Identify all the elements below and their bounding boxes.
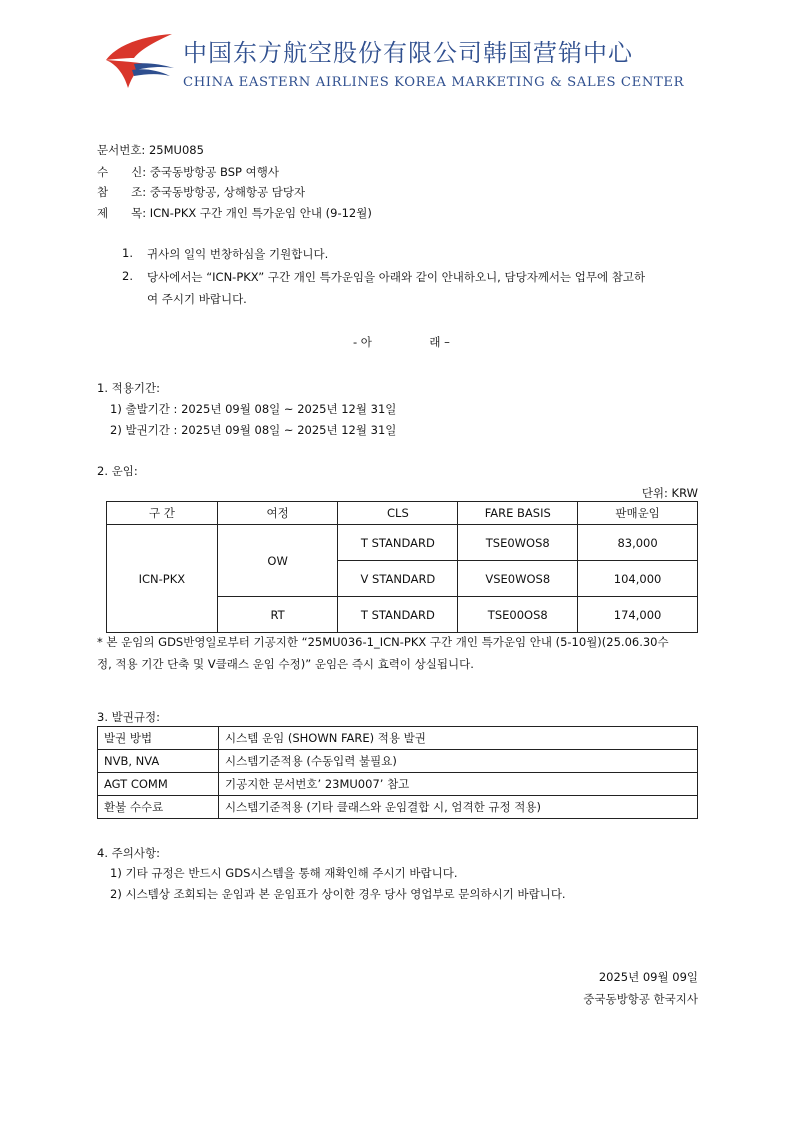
subject-value: ICN-PKX 구간 개인 특가운임 안내 (9-12월) bbox=[149, 206, 372, 220]
intro-item-2 bbox=[122, 269, 646, 284]
rule-value: 시스템기준적용 (기타 클래스와 운임결합 시, 엄격한 규정 적용) bbox=[219, 796, 698, 819]
table-row bbox=[98, 796, 698, 819]
caution-item-1: 1) 기타 규정은 반드시 GDS시스템을 통해 재확인해 주시기 바랍니다. bbox=[110, 866, 458, 880]
china-eastern-logo bbox=[104, 34, 176, 90]
subject-label: 제 목: bbox=[97, 206, 147, 220]
header-class: CLS bbox=[338, 502, 458, 525]
fare-basis-cell: TSE00OS8 bbox=[458, 597, 578, 633]
intro-num: 2. bbox=[122, 269, 133, 283]
ticketing-rules-table bbox=[97, 726, 698, 819]
header-itinerary: 여정 bbox=[217, 502, 338, 525]
table-row bbox=[98, 773, 698, 796]
header-fare: 판매운임 bbox=[578, 502, 698, 525]
fare-basis-cell: VSE0WOS8 bbox=[458, 561, 578, 597]
intro-text: 당사에서는 “ICN-PKX” 구간 개인 특가운임을 아래와 같이 안내하오니, 담당자께서는 업무에 참고하 bbox=[147, 270, 646, 284]
intro-num: 1. bbox=[122, 246, 133, 260]
fare-table bbox=[106, 501, 698, 633]
rule-key: NVB, NVA bbox=[98, 750, 219, 773]
rule-key: 발권 방법 bbox=[98, 727, 219, 750]
issuer-org: 중국동방항공 한국지사 bbox=[583, 992, 698, 1006]
intro-item-2-cont: 여 주시기 바랍니다. bbox=[147, 292, 247, 306]
table-row bbox=[107, 525, 698, 561]
recipient-value: 중국동방항공 BSP 여행사 bbox=[149, 165, 279, 179]
departure-period: 1) 출발기간 : 2025년 09월 08일 ~ 2025년 12월 31일 bbox=[110, 402, 397, 416]
company-name-cn: 中国东方航空股份有限公司韩国营销中心 bbox=[183, 39, 633, 67]
rule-value: 시스템기준적용 (수동입력 불필요) bbox=[219, 750, 698, 773]
header-fare-basis: FARE BASIS bbox=[458, 502, 578, 525]
fare-basis-cell: TSE0WOS8 bbox=[458, 525, 578, 561]
swallow-stripe-blue bbox=[134, 63, 174, 70]
swallow-wing-red bbox=[106, 34, 172, 60]
ticketing-period: 2) 발권기간 : 2025년 09월 08일 ~ 2025년 12월 31일 bbox=[110, 423, 397, 437]
doc-number-value: 25MU085 bbox=[148, 143, 204, 157]
company-name-en: CHINA EASTERN AIRLINES KOREA MARKETING & SALES CENTER bbox=[183, 75, 685, 90]
rule-value: 시스템 운임 (SHOWN FARE) 적용 발권 bbox=[219, 727, 698, 750]
fare-table-header bbox=[107, 502, 698, 525]
subject-line bbox=[97, 205, 372, 221]
fare-note-line-1: * 본 운임의 GDS반영일로부터 기공지한 “25MU036-1_ICN-PKX 구간 개인 특가운임 안내 (5-10월)(25.06.30수 bbox=[97, 635, 669, 649]
rule-value: 기공지한 문서번호’ 23MU007’ 참고 bbox=[219, 773, 698, 796]
cc-label: 참 조: bbox=[97, 185, 147, 199]
issue-date: 2025년 09월 09일 bbox=[598, 970, 698, 984]
below-mark: - 아 래 – bbox=[353, 335, 450, 349]
cc-value: 중국동방항공, 상해항공 담당자 bbox=[149, 185, 306, 199]
recipient-label: 수 신: bbox=[97, 165, 147, 179]
itinerary-ow: OW bbox=[217, 525, 338, 597]
fare-cell: 174,000 bbox=[578, 597, 698, 633]
rule-key: 환불 수수료 bbox=[98, 796, 219, 819]
fare-cell: 83,000 bbox=[578, 525, 698, 561]
intro-text: 귀사의 일익 번창하심을 기원합니다. bbox=[147, 247, 329, 261]
doc-number-label: 문서번호: bbox=[97, 143, 146, 157]
section-2-title: 2. 운임: bbox=[97, 464, 138, 478]
swallow-stripe-blue-2 bbox=[132, 69, 170, 76]
class-cell: T STANDARD bbox=[338, 525, 458, 561]
section-4-title: 4. 주의사항: bbox=[97, 846, 160, 860]
section-3-title: 3. 발권규정: bbox=[97, 710, 160, 724]
recipient-line bbox=[97, 164, 279, 180]
cc-line bbox=[97, 184, 305, 200]
section-1-title: 1. 적용기간: bbox=[97, 381, 160, 395]
caution-item-2: 2) 시스템상 조회되는 운임과 본 운임표가 상이한 경우 당사 영업부로 문의하시기 바랍니다. bbox=[110, 887, 566, 901]
fare-cell: 104,000 bbox=[578, 561, 698, 597]
class-cell: T STANDARD bbox=[338, 597, 458, 633]
currency-unit: 단위: KRW bbox=[641, 486, 698, 500]
route-cell: ICN-PKX bbox=[107, 525, 218, 633]
header-route: 구 간 bbox=[107, 502, 218, 525]
itinerary-rt: RT bbox=[217, 597, 338, 633]
table-row bbox=[98, 750, 698, 773]
fare-note-line-2: 정, 적용 기간 단축 및 V클래스 운임 수정)” 운임은 즉시 효력이 상실됩니다. bbox=[97, 657, 474, 671]
class-cell: V STANDARD bbox=[338, 561, 458, 597]
rule-key: AGT COMM bbox=[98, 773, 219, 796]
intro-item-1 bbox=[122, 246, 329, 261]
doc-number-line bbox=[97, 142, 204, 158]
table-row bbox=[98, 727, 698, 750]
